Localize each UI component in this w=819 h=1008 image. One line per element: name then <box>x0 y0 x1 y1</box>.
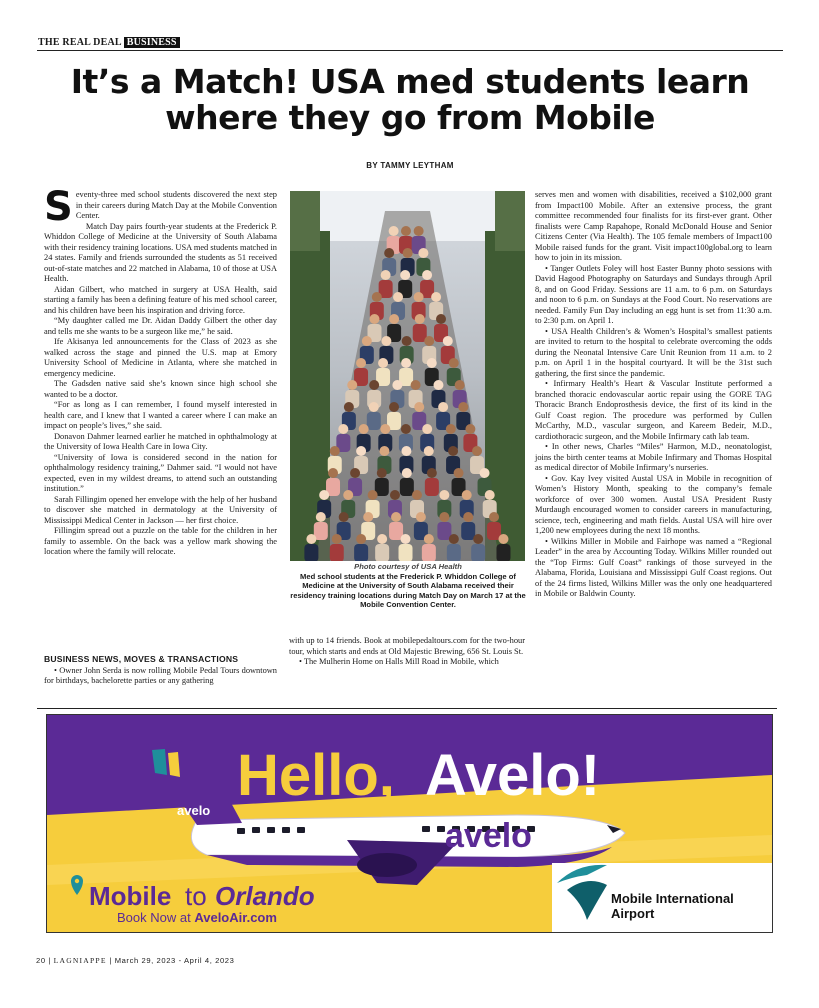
person-head <box>454 468 464 478</box>
tail-logo: avelo <box>177 803 211 818</box>
person-head <box>377 468 387 478</box>
person-head <box>485 490 495 500</box>
airport-name-line1: Mobile International <box>611 891 734 906</box>
person-head <box>427 468 437 478</box>
person-head <box>343 490 353 500</box>
person-head <box>369 402 379 412</box>
person-figure <box>400 478 414 496</box>
person-head <box>415 314 425 324</box>
person-head <box>424 446 434 456</box>
paragraph: • USA Health Children’s & Women’s Hospital’s smallest patients are invited to return to the hospital to celebrate overcoming the odds during the Neonatal Intensive Care Unit Reunion from 11 a.m. to 2 p.m. on April 1 in the hospital courtyard. It will be the 31st such gathering, the first since the pandemic. <box>535 326 772 378</box>
person-head <box>356 358 366 368</box>
person-head <box>449 534 459 544</box>
person-head <box>433 380 443 390</box>
paragraph: “For as long as I can remember, I found myself interested in health care, and I knew that I wanted a career where I can make an impact on people’s lives,” she said. <box>44 400 277 430</box>
business-news-section <box>44 654 277 687</box>
person-figure <box>422 544 436 561</box>
person-head <box>473 534 483 544</box>
person-head <box>347 380 357 390</box>
fuselage-logo: avelo <box>445 817 532 855</box>
person-head <box>436 314 446 324</box>
person-head <box>332 534 342 544</box>
section-label <box>38 37 180 48</box>
person-head <box>381 336 391 346</box>
route-to-word: to <box>185 881 207 911</box>
person-figure <box>367 412 381 430</box>
person-head <box>439 512 449 522</box>
person-figure <box>471 544 485 561</box>
page-footer <box>36 956 234 965</box>
person-figure <box>425 478 439 496</box>
person-head <box>401 424 411 434</box>
person-head <box>401 226 411 236</box>
person-head <box>330 446 340 456</box>
ad-artwork <box>47 715 772 932</box>
person-head <box>356 534 366 544</box>
byline: BY TAMMY LEYTHAM <box>366 161 454 170</box>
person-head <box>400 270 410 280</box>
paragraph: Match Day pairs fourth-year students at the Frederick P. Whiddon College of Medicine at the University of South Alabama with their residency training locations. USA med students matched in 24 states. Family and friends surrounded the students as 51 received out-of-state matches and 22 matched in Alabama, 10 of those at USA Health. <box>44 221 277 283</box>
page-number: 20 <box>36 956 46 965</box>
footer-separator: | <box>48 956 54 965</box>
paragraph: Aidan Gilbert, who matched in surgery at USA Health, said starting a family has been a defining feature of his med school career, and his children have been his inspiration and driving force. <box>44 284 277 315</box>
person-head <box>319 490 329 500</box>
paragraph: Ife Akisanya led announcements for the Class of 2023 as she walked across the stage and pinned the U.S. map at Emory University School of Medicine in Atlanta, where she matched in emergency medicine. <box>44 337 277 378</box>
person-head <box>414 292 424 302</box>
ad-brand-text: Avelo! <box>425 743 601 808</box>
person-head <box>403 248 413 258</box>
person-figure <box>375 544 389 561</box>
section-tag: BUSINESS <box>124 37 180 48</box>
article-column-1 <box>44 184 277 558</box>
person-figure <box>354 544 368 561</box>
person-head <box>424 336 434 346</box>
person-figure <box>461 522 475 540</box>
person-head <box>350 468 360 478</box>
issue-dates: March 29, 2023 - April 4, 2023 <box>114 956 235 965</box>
person-head <box>368 490 378 500</box>
person-head <box>465 424 475 434</box>
person-head <box>338 424 348 434</box>
person-head <box>369 380 379 390</box>
paragraph: • In other news, Charles “Miles” Harmon, M.D., neonatologist, joins the birth center teams at Mobile Infirmary and Thomas Hospital as medical director of Mobile Infirmary’s nurseries. <box>535 442 772 472</box>
person-head <box>328 468 338 478</box>
person-head <box>380 424 390 434</box>
paragraph: • Infirmary Health’s Heart & Vascular Institute performed a branched thoracic endovascular aortic repair using the GORE TAG Thoracic Branch Endoprosthesis device, the first of its kind in the Gulf Coast region. The procedure was performed by Cullen McCarthy, M.D., vascular surgeon, and Kareem Bedeir, M.D., cardiothoracic surgeon, and the Mobile Infirmary cath lab team. <box>535 379 772 441</box>
person-head <box>339 512 349 522</box>
photo-credit: Photo courtesy of USA Health <box>354 562 462 571</box>
person-head <box>438 402 448 412</box>
paragraph: Fillingim spread out a puzzle on the table for the children in her family to assemble. On the back was a yellow mark showing the location where the family will relocate. <box>44 526 277 556</box>
person-head <box>401 358 411 368</box>
article-column-2 <box>289 636 525 668</box>
publication-name: LAGNIAPPE <box>53 956 107 965</box>
headline: It’s a Match! USA med students learn where they go from Mobile <box>70 62 750 137</box>
person-head <box>455 380 465 390</box>
person-head <box>443 336 453 346</box>
person-head <box>401 446 411 456</box>
person-head <box>412 490 422 500</box>
person-head <box>414 226 424 236</box>
person-head <box>356 446 366 456</box>
person-head <box>463 512 473 522</box>
person-head <box>424 534 434 544</box>
section-subhead: BUSINESS NEWS, MOVES & TRANSACTIONS <box>44 654 239 664</box>
person-head <box>402 336 412 346</box>
person-head <box>362 336 372 346</box>
paragraph: Sarah Fillingim opened her envelope with the help of her husband to discover she matched in dermatology at the University of Mississippi Medical Center in Jackson — her first choice. <box>44 494 277 525</box>
person-head <box>384 248 394 258</box>
person-head <box>427 358 437 368</box>
drop-cap: S <box>44 184 73 230</box>
caption-text: Med school students at the Frederick P. Whiddon College of Medicine at the University of South Alabama received their residency training locations during Match Day on March 17 at the Mobile Convention Center. <box>290 571 526 610</box>
person-figure <box>304 544 318 561</box>
person-head <box>431 292 441 302</box>
person-head <box>446 424 456 434</box>
person-head <box>422 270 432 280</box>
person-head <box>372 292 382 302</box>
person-head <box>449 358 459 368</box>
paragraph: • The Mulherin Home on Halls Mill Road in Mobile, which <box>299 657 499 666</box>
person-head <box>381 270 391 280</box>
person-head <box>344 402 354 412</box>
person-head <box>378 358 388 368</box>
book-now-text[interactable]: Book Now at AveloAir.com <box>117 910 277 925</box>
route-to: Orlando <box>215 881 315 911</box>
paragraph: The Gadsden native said she’s known since high school she wanted to be a doctor. <box>44 379 277 399</box>
ad-hello-text: Hello, <box>237 743 395 808</box>
photo-caption <box>288 562 528 610</box>
person-head <box>462 490 472 500</box>
person-figure <box>399 544 413 561</box>
group-photo-illustration <box>290 191 525 561</box>
person-head <box>411 380 421 390</box>
person-head <box>489 512 499 522</box>
person-head <box>414 402 424 412</box>
paragraph: with up to 14 friends. Book at mobilepedaltours.com for the two-hour tour, which starts and ends at Old Majestic Brewing, 656 St. Louis St. <box>289 636 525 656</box>
person-head <box>390 490 400 500</box>
person-head <box>377 534 387 544</box>
article-column-3 <box>535 190 772 600</box>
person-head <box>422 424 432 434</box>
person-head <box>418 248 428 258</box>
person-figure <box>330 544 344 561</box>
paragraph: serves men and women with disabilities, received a $102,000 grant from Impact100 Mobile. After an extensive process, the grant committee recommended four finalists for its first-ever grant. Other finalists were Camp Rapahope, Ronald McDonald House and Senior Citizens Center (Via Health). The 105 female members of Impact100 Mobile raised funds for the grant. Visit impact100global.org to learn how to join in its mission. <box>535 190 772 262</box>
person-head <box>458 402 468 412</box>
person-head <box>439 490 449 500</box>
person-head <box>402 468 412 478</box>
person-head <box>389 226 399 236</box>
person-figure <box>496 544 510 561</box>
airport-name-line2: Airport <box>611 906 655 921</box>
person-head <box>306 534 316 544</box>
person-head <box>316 512 326 522</box>
group-photo <box>290 191 525 561</box>
paragraph: • Wilkins Miller in Mobile and Fairhope was named a “Regional Leader” in the area by Accounting Today. Wilkins Miller rounded out the “Top Firms: Gulf Coast” rankings of those surveyed in the Alabama, Florida, Louisiana and Mississippi Gulf Coast regions. Out of the 24 firms listed, Wilkins Miller was the only one headquartered in Mobile or Baldwin County. <box>535 536 772 598</box>
person-head <box>416 512 426 522</box>
person-head <box>391 512 401 522</box>
person-head <box>379 446 389 456</box>
person-head <box>389 402 399 412</box>
paragraph: “University of Iowa is considered second in the nation for ophthalmology residency training,” Dahmer said. “I would not have expected, even in my wildest dreams, to attend such an outstanding institution.” <box>44 452 277 493</box>
person-head <box>363 512 373 522</box>
person-head <box>448 446 458 456</box>
person-head <box>401 534 411 544</box>
person-head <box>498 534 508 544</box>
paragraph: • Gov. Kay Ivey visited Austal USA in Mobile in recognition of Women’s History Month, speaking to the company’s female workforce of over 300 women. Austal USA President Rusty Murdaugh encouraged women to consider careers in manufacturing, science, tech, engineering and math fields. Austal USA will hire over 1,200 new employees during the next 18 months. <box>535 473 772 535</box>
person-head <box>369 314 379 324</box>
person-head <box>392 380 402 390</box>
person-head <box>480 468 490 478</box>
paragraph: • Owner John Serda is now rolling Mobile Pedal Tours downtown for birthdays, bachelorette parties or any gathering <box>44 665 277 685</box>
paragraph: “My daughter called me Dr. Aidan Daddy Gilbert the other day and tells me she wants to be a surgeon like me,” he said. <box>44 316 277 336</box>
paragraph: • Tanger Outlets Foley will host Easter Bunny photo sessions with David Hagood Photography on Saturdays and Sundays through April 8, and on Good Friday. Sessions are 11 a.m. to 6 p.m. on Saturdays and noon to 6 p.m. on Sundays at the Food Court. No reservations are needed. Family Fun Day including an egg hunt is set from 11:30 a.m. to 2:30 p.m. on April 1. <box>535 263 772 325</box>
person-head <box>359 424 369 434</box>
person-head <box>393 292 403 302</box>
section-divider <box>37 708 777 709</box>
footer-separator: | <box>109 956 115 965</box>
person-figure <box>447 544 461 561</box>
masthead <box>37 38 783 51</box>
person-head <box>389 314 399 324</box>
route-from: Mobile <box>89 881 172 911</box>
avelo-advertisement[interactable] <box>46 714 773 933</box>
person-head <box>472 446 482 456</box>
paragraph: Seventy-three med school students discovered the next step in their careers during Match Day at the Mobile Convention Center. <box>44 184 277 230</box>
section-name: THE REAL DEAL <box>38 37 122 48</box>
paragraph: Donavon Dahmer learned earlier he matched in ophthalmology at the University of Iowa Health Care in Iowa City. <box>44 431 277 451</box>
